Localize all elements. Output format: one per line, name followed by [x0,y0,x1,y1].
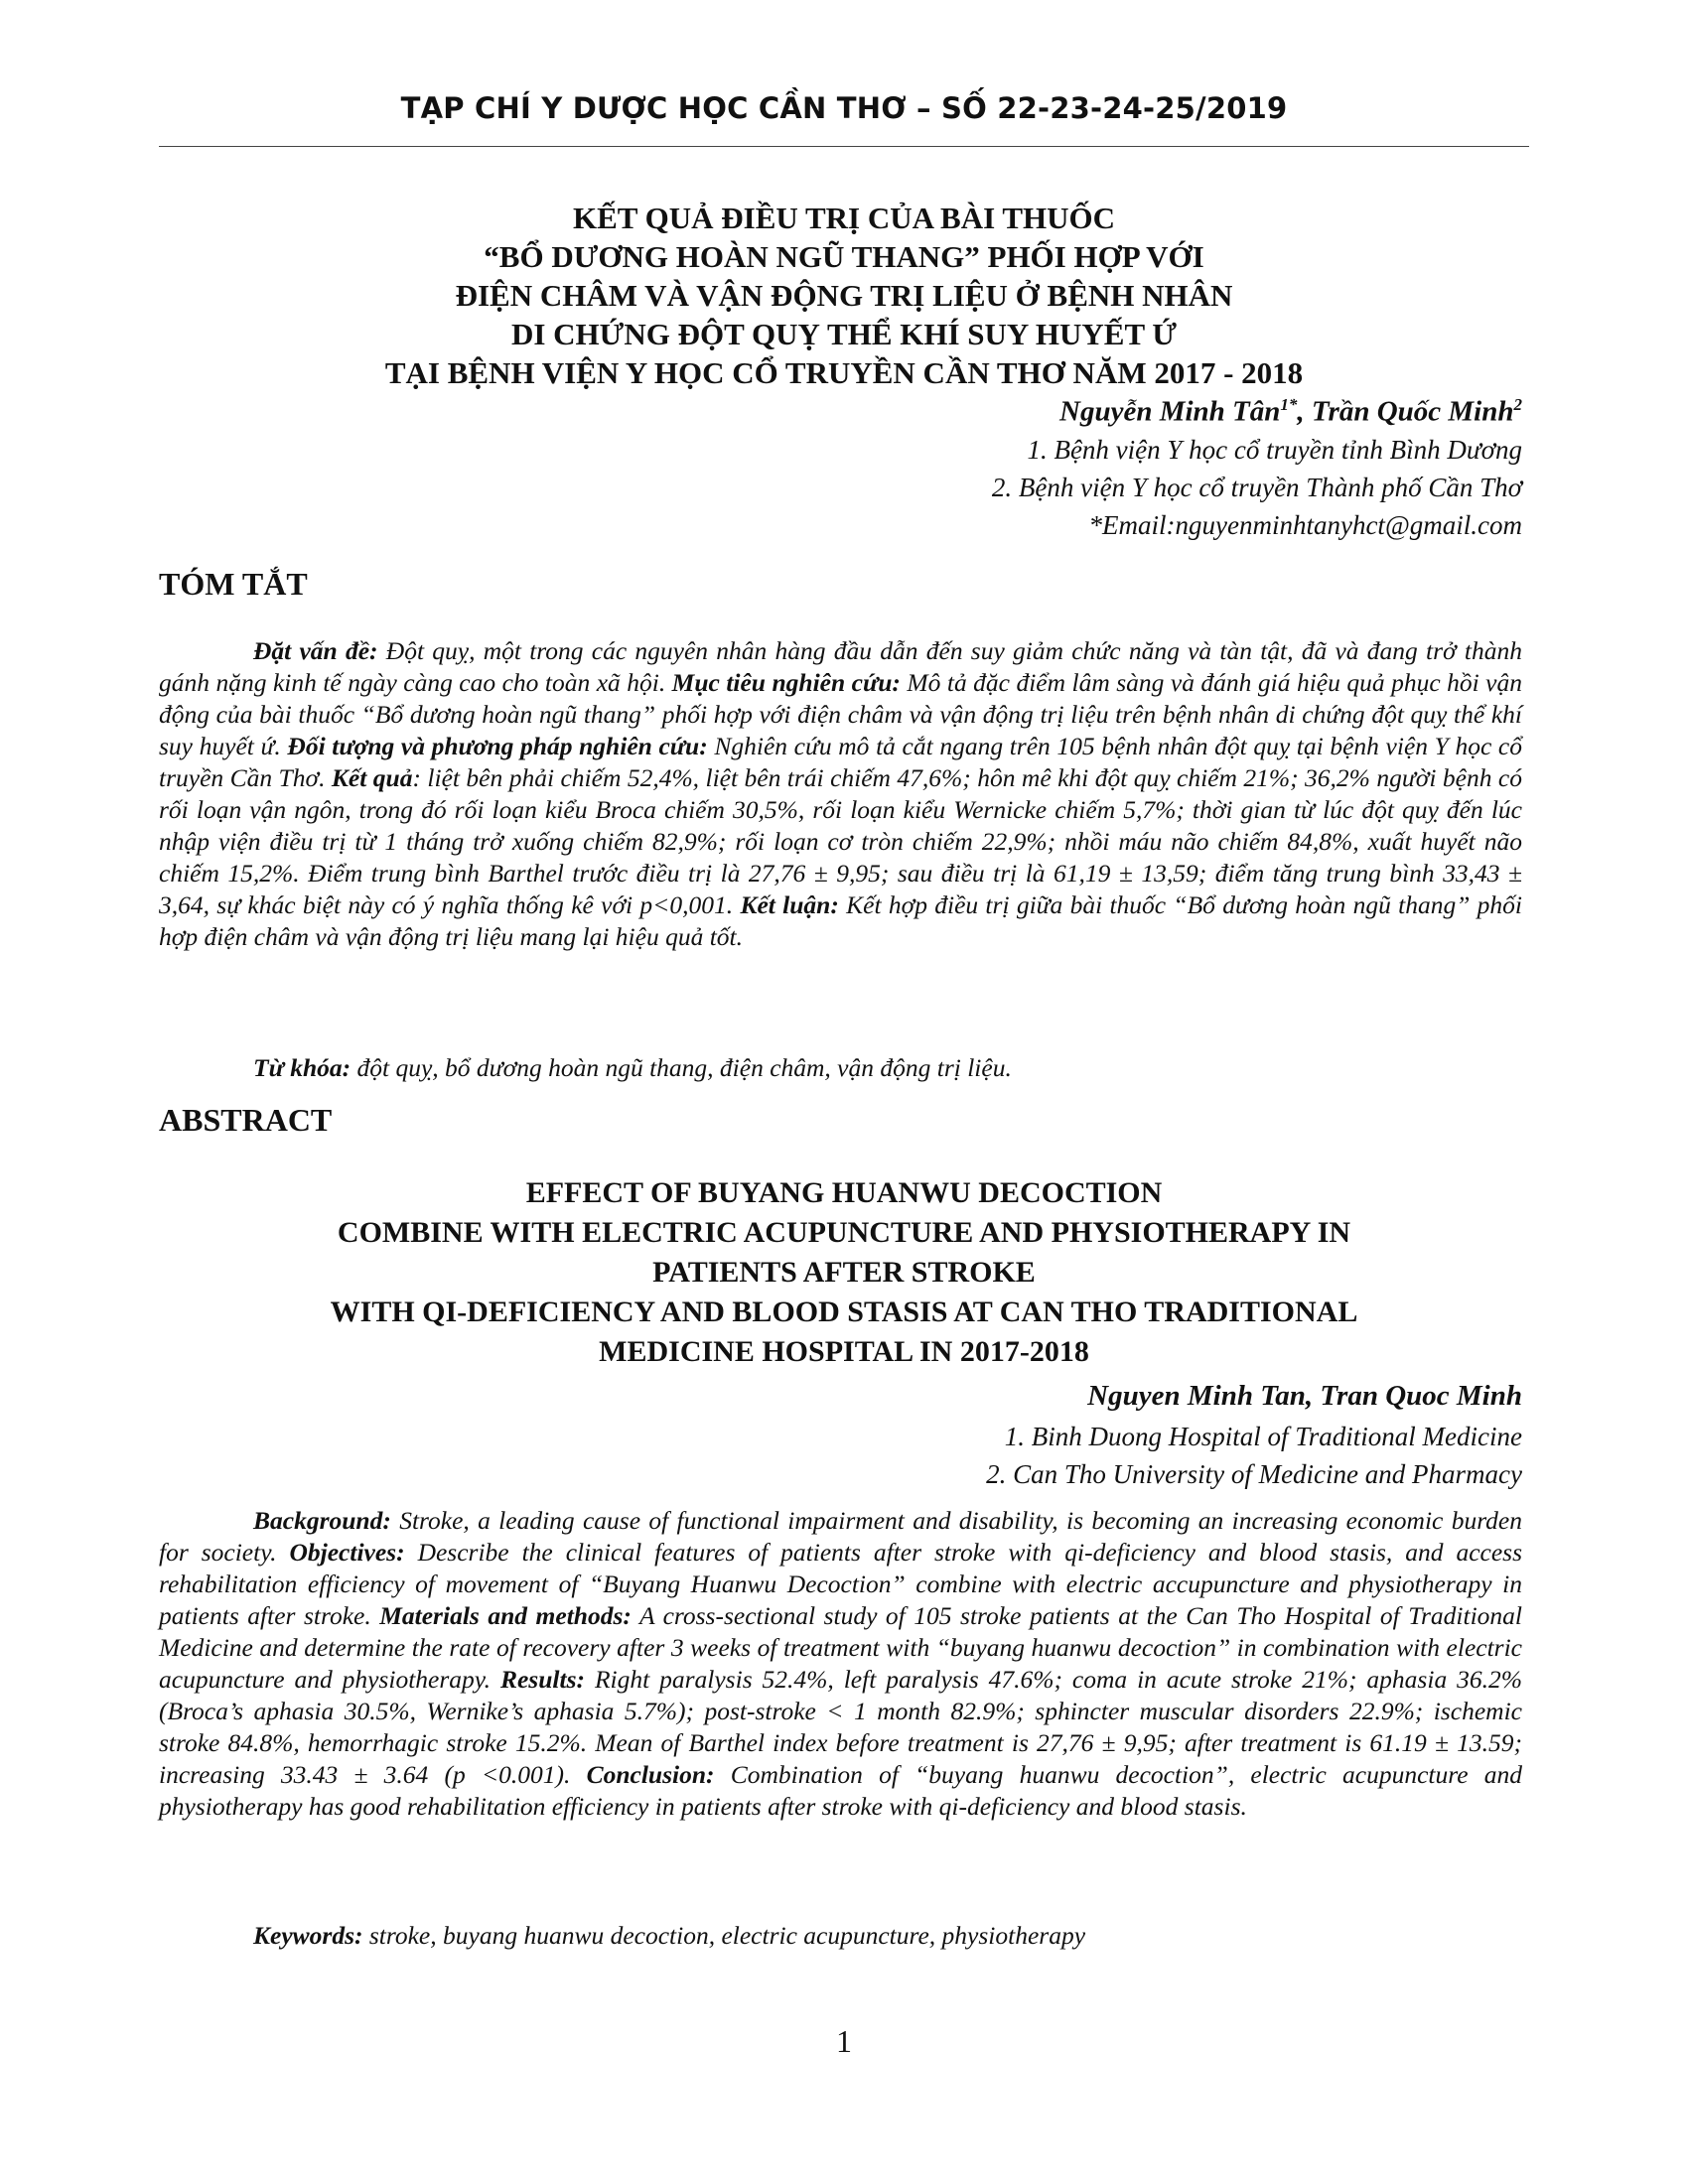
title-en-line: EFFECT OF BUYANG HUANWU DECOCTION [525,1176,1163,1209]
journal-header: TẠP CHÍ Y DƯỢC HỌC CẦN THƠ – SỐ 22-23-24-25/2019 [400,91,1288,125]
title-en-line: PATIENTS AFTER STROKE [652,1256,1036,1289]
author-separator: , [1297,395,1312,428]
abstract-conclusion-text: Combination of “buyang huanwu decoction”, electric acupuncture and physiotherapy has good rehabilitation efficiency in patients after stroke with qi-deficiency and blood stasis. [159,1760,1522,1821]
abstract-methods-text: A cross-sectional study of 105 stroke patients at the Can Tho Hospital of Traditional Medicine and determine the rate of recovery after 3 weeks of treatment with “buyang huanwu decoction” in combination with electric acupuncture and physiotherapy. [159,1601,1522,1694]
corresponding-email: *Email:nguyenminhtanyhct@gmail.com [1088,510,1522,540]
title-vn-line: ĐIỆN CHÂM VÀ VẬN ĐỘNG TRỊ LIỆU Ở BỆNH NHÂN [455,278,1233,313]
author-affiliation-mark: 1* [1280,395,1298,414]
summary-heading: TÓM TẮT [159,566,308,602]
summary-keywords [159,1052,1522,1084]
author-name: Trần Quốc Minh [1311,395,1514,428]
title-vn-line: TẠI BỆNH VIỆN Y HỌC CỔ TRUYỀN CẦN THƠ NĂM 2017 - 2018 [384,355,1304,390]
summary-objectives-text: Mô tả đặc điểm lâm sàng và đánh giá hiệu quả phục hồi vận động của bài thuốc “Bổ dương hoàn ngũ thang” phối hợp với điện châm và vận động trị liệu trên bệnh nhân di chứng đột quỵ thể khí suy huyết ứ. [159,668,1522,760]
affiliation-line: 1. Bệnh viện Y học cổ truyền tỉnh Bình Dương [1027,435,1522,465]
abstract-objectives-text: Describe the clinical features of patients after stroke with qi-deficiency and blood stasis, and access rehabilitation efficiency of movement of “Buyang Huanwu Decoction” combine with electric accupuncture and physiotherapy in patients after stroke. [159,1538,1522,1630]
summary-conclusion-label: Kết luận: [740,890,839,919]
abstract-conclusion-label: Conclusion: [586,1760,715,1789]
authors-english: Nguyen Minh Tan, Tran Quoc Minh [1087,1380,1522,1412]
abstract-background-text: Stroke, a leading cause of functional impairment and disability, is becoming an increasing economic burden for society. [159,1506,1522,1567]
title-english [159,1173,1529,1372]
abstract-results-text: Right paralysis 52.4%, left paralysis 47.6%; coma in acute stroke 21%; aphasia 36.2% (Broca’s aphasia 30.5%, Wernike’s aphasia 5.7%); post-stroke < 1 month 82.9%; sphincter muscular disorders 22.9%; ischemic stroke 84.8%, hemorrhagic stroke 15.2%. Mean of Barthel index before treatment is 27,76 ± 9,95; after treatment is 61.19 ± 13.59; increasing 33.43 ± 3.64 (p <0.001). [159,1665,1522,1789]
summary-objectives-label: Mục tiêu nghiên cứu: [671,668,901,697]
abstract-results-label: Results: [499,1665,586,1694]
title-en-line: MEDICINE HOSPITAL IN 2017-2018 [599,1335,1089,1368]
summary-results-label: Kết quả [331,763,413,792]
summary-background-label: Đặt vấn đề: [253,636,378,665]
affiliation-line-en: 1. Binh Duong Hospital of Traditional Medicine [1004,1422,1522,1451]
author-name: Nguyễn Minh Tân [1059,395,1281,428]
abstract-background-label: Background: [253,1506,391,1535]
summary-methods-label: Đối tượng và phương pháp nghiên cứu: [287,732,708,760]
title-vn-line: DI CHỨNG ĐỘT QUỴ THỂ KHÍ SUY HUYẾT Ứ [510,317,1178,351]
page-number: 1 [836,2023,852,2059]
title-vn-line: KẾT QUẢ ĐIỀU TRỊ CỦA BÀI THUỐC [572,201,1116,235]
summary-methods-text: Nghiên cứu mô tả cắt ngang trên 105 bệnh nhân đột quỵ tại bệnh viện Y học cổ truyền Cần Thơ. [159,732,1522,792]
abstract-keywords-text: stroke, buyang huanwu decoction, electric acupuncture, physiotherapy [362,1921,1086,1950]
title-en-line: WITH QI-DEFICIENCY AND BLOOD STASIS AT CAN THO TRADITIONAL [330,1296,1358,1328]
summary-keywords-text: đột quỵ, bổ dương hoàn ngũ thang, điện châm, vận động trị liệu. [351,1053,1012,1082]
title-vietnamese [159,199,1529,392]
abstract-keywords-label: Keywords: [253,1921,363,1950]
abstract-objectives-label: Objectives: [289,1538,405,1567]
summary-results-text: : liệt bên phải chiếm 52,4%, liệt bên trái chiếm 47,6%; hôn mê khi đột quỵ chiếm 21%; 36,2% người bệnh có rối loạn vận ngôn, trong đó rối loạn kiểu Broca chiếm 30,5%, rối loạn kiểu Wernicke chiếm 5,7%; thời gian từ lúc đột quỵ đến lúc nhập viện điều trị từ 1 tháng trở xuống chiếm 82,9%; rối loạn cơ tròn chiếm 22,9%; nhồi máu não chiếm 84,8%, xuất huyết não chiếm 15,2%. Điểm trung bình Barthel trước điều trị là 27,76 ± 9,95; sau điều trị là 61,19 ± 13,59; điểm tăng trung bình 33,43 ± 3,64, sự khác biệt này có ý nghĩa thống kê với p<0,001. [159,763,1522,919]
header-divider [159,146,1529,147]
summary-paragraph [159,635,1522,953]
abstract-heading: ABSTRACT [159,1102,333,1138]
summary-keywords-label: Từ khóa: [253,1053,352,1082]
title-vn-line: “BỔ DƯƠNG HOÀN NGŨ THANG” PHỐI HỢP VỚI [484,239,1204,274]
abstract-keywords [159,1920,1522,1952]
author-affiliation-mark: 2 [1513,395,1522,414]
title-en-line: COMBINE WITH ELECTRIC ACUPUNCTURE AND PHYSIOTHERAPY IN [337,1216,1351,1249]
affiliation-line: 2. Bệnh viện Y học cổ truyền Thành phố Cần Thơ [991,473,1522,502]
authors-vietnamese [1059,395,1522,429]
affiliation-line-en: 2. Can Tho University of Medicine and Pharmacy [986,1459,1522,1489]
abstract-methods-label: Materials and methods: [379,1601,632,1630]
summary-background-text: Đột quỵ, một trong các nguyên nhân hàng đầu dẫn đến suy giảm chức năng và tàn tật, đã và đang trở thành gánh nặng kinh tế ngày càng cao cho toàn xã hội. [159,636,1522,697]
summary-conclusion-text: Kết hợp điều trị giữa bài thuốc “Bổ dương hoàn ngũ thang” phối hợp điện châm và vận động trị liệu mang lại hiệu quả tốt. [159,890,1523,951]
abstract-paragraph [159,1505,1522,1823]
